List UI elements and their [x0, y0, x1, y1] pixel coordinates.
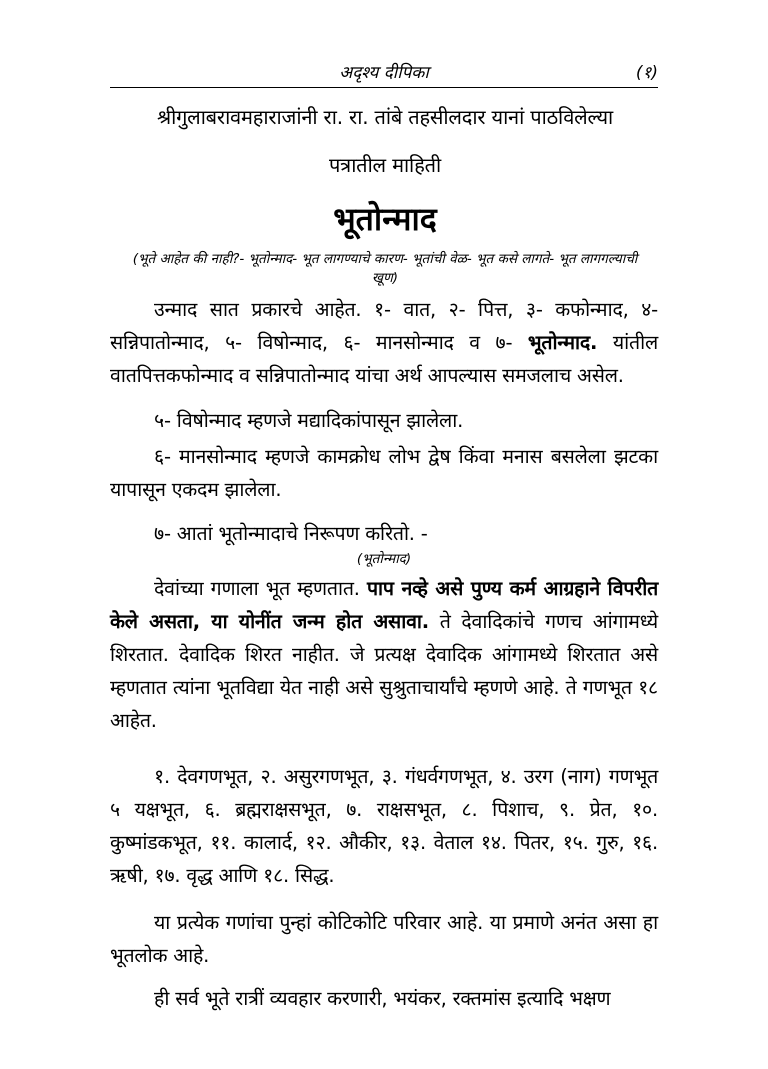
paragraph-text-tail: ते देवादिकांचे गणच आंगामध्ये शिरतात. देवादिक शिरत नाहीत. जे प्रत्यक्ष देवादिक आंगामध्ये शिरतात असे म्हणतात त्यांना भूतविद्या येत नाही असे सुश्रुताचार्यांचे म्हणणे आहे. ते गणभूत १८ आहेत. [110, 610, 659, 732]
chapter-title: भूतोन्माद [333, 200, 437, 238]
paragraph-bhutonmad-intro [110, 517, 658, 550]
paragraph-text-tail: यांतील वातपित्तकफोन्माद व सन्निपातोन्माद यांचा अर्थ आपल्यास समजलाच असेल. [110, 331, 658, 387]
intro-line-1: श्रीगुलाबरावमहाराजांनी रा. रा. तांबे तहसीलदार यानां पाठविलेल्या [156, 105, 614, 129]
paragraph-night-beings [110, 982, 658, 1015]
paragraph-text [110, 293, 658, 392]
paragraph-text [110, 572, 658, 737]
paragraph-bold-statement: पाप नव्हे असे पुण्य कर्म आग्रहाने विपरीत केले असता, या योनींत जन्म होत असावा. [110, 577, 658, 633]
paragraph-text: या प्रत्येक गणांचा पुन्हां कोटिकोटि परिवार आहे. या प्रमाणे अनंत असा हा भूतलोक आहे. [110, 911, 658, 967]
paragraph-text: १. देवगणभूत, २. असुरगणभूत, ३. गंधर्वगणभूत, ४. उरग (नाग) गणभूत ५ यक्षभूत, ६. ब्रह्मराक्षसभूत, ७. राक्षसभूत, ८. पिशाच, ९. प्रेत, १०. कुष्मांडकभूत, ११. कालार्द, १२. औकीर, १३. वेताल १४. पितर, १५. गुरु, १६. ऋषी, १७. वृद्ध आणि १८. सिद्ध. [110, 765, 658, 887]
page-number: (१) [635, 63, 658, 83]
paragraph-text: ७- आतां भूतोन्मादाचे निरूपण करितो. - [154, 522, 428, 545]
paragraph-text: ५- विषोन्माद म्हणजे मद्यादिकांपासून झालेला. [154, 409, 464, 432]
sub-heading: (भूतोन्माद) [356, 551, 412, 567]
intro-line-2: पत्रातील माहिती [329, 153, 441, 177]
running-title: अदृश्य दीपिका [339, 63, 429, 83]
paragraph-manasonmad [110, 440, 658, 506]
paragraph-vishonmad [110, 404, 658, 437]
paragraph-gana-bhut [110, 572, 658, 737]
paragraph-list-of-bhut [110, 760, 658, 892]
paragraph-types-of-unmad [110, 293, 658, 392]
running-header [110, 58, 658, 88]
paragraph-bhutlok [110, 906, 658, 972]
paragraph-bold-term: भूतोन्माद. [527, 331, 598, 354]
header-rule [110, 87, 658, 88]
paragraph-text-lead: उन्माद सात प्रकारचे आहेत. १- वात, २- पित्त, ३- कफोन्माद, ४-सन्निपातोन्माद, ५- विषोन्माद, ६- मानसोन्माद व ७- [110, 298, 658, 354]
paragraph-text: ही सर्व भूते रात्रीं व्यवहार करणारी, भयंकर, रक्तमांस इत्यादि भक्षण [154, 987, 611, 1010]
paragraph-text: ६- मानसोन्माद म्हणजे कामक्रोध लोभ द्वेष किंवा मनास बसलेला झटका यापासून एकदम झालेला. [110, 445, 658, 501]
paragraph-text-lead: देवांच्या गणाला भूत म्हणतात. [154, 577, 367, 600]
chapter-topics: (भूते आहेत की नाही?- भूतोन्माद- भूत लागण्याचे कारण- भूतांची वेळ- भूत कसे लागते- भूत लागगल्याची खूण) [132, 251, 638, 286]
